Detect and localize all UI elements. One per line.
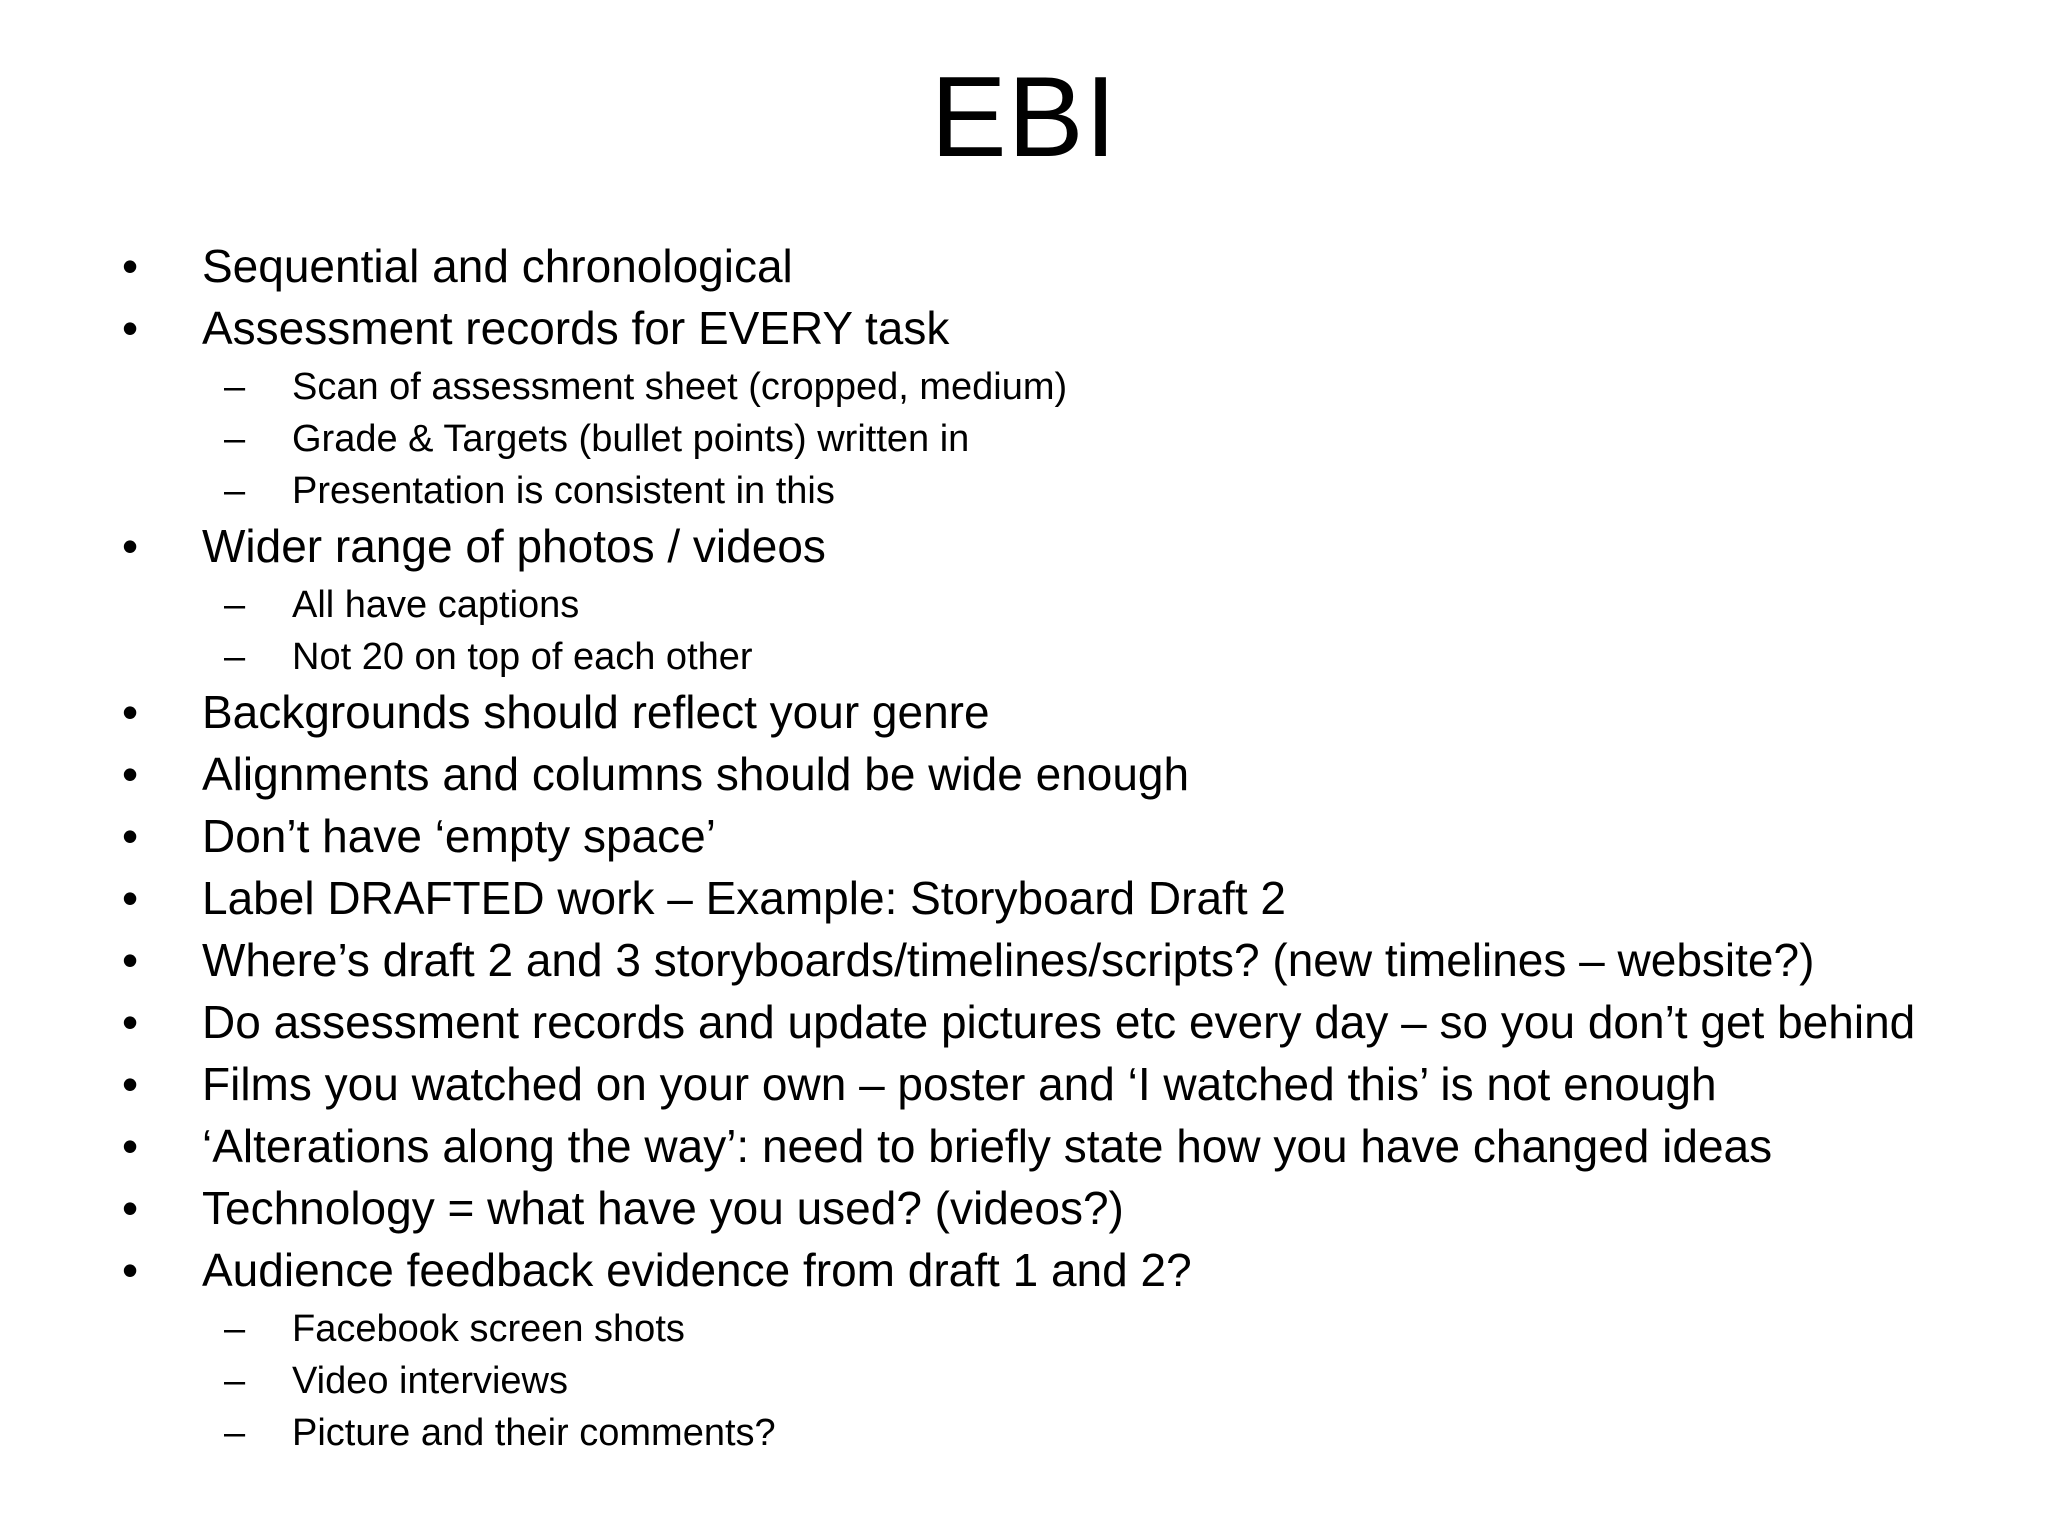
dash-icon: – <box>224 418 246 460</box>
sub-list-item-text: All have captions <box>292 584 580 626</box>
bullet-icon: • <box>122 1182 139 1234</box>
bullet-icon: • <box>122 1244 139 1296</box>
dash-icon: – <box>224 584 246 626</box>
sub-list-item-text: Presentation is consistent in this <box>292 470 835 512</box>
list-item <box>122 304 2002 352</box>
list-item-text: Backgrounds should reflect your genre <box>202 686 990 738</box>
list-item <box>122 1122 2002 1170</box>
bullet-icon: • <box>122 748 139 800</box>
sub-list-item <box>122 366 2002 408</box>
list-item <box>122 936 2002 984</box>
list-item <box>122 1246 2002 1294</box>
list-item-text: Technology = what have you used? (videos?) <box>202 1182 1124 1234</box>
bullet-icon: • <box>122 240 139 292</box>
list-item-text: Assessment records for EVERY task <box>202 302 950 354</box>
list-item <box>122 522 2002 570</box>
list-item-text: Don’t have ‘empty space’ <box>202 810 716 862</box>
list-item <box>122 750 2002 798</box>
bullet-icon: • <box>122 302 139 354</box>
bullet-icon: • <box>122 520 139 572</box>
dash-icon: – <box>224 1308 246 1350</box>
sub-list-item-text: Scan of assessment sheet (cropped, medium) <box>292 366 1068 408</box>
dash-icon: – <box>224 366 246 408</box>
list-item-text: Where’s draft 2 and 3 storyboards/timelines/scripts? (new timelines – website?) <box>202 934 1815 986</box>
sub-list-item <box>122 470 2002 512</box>
sub-list-item-text: Grade & Targets (bullet points) written in <box>292 418 970 460</box>
list-item-text: Audience feedback evidence from draft 1 and 2? <box>202 1244 1192 1296</box>
slide-title: EBI <box>930 54 1118 181</box>
sub-list-item <box>122 584 2002 626</box>
dash-icon: – <box>224 636 246 678</box>
list-item-text: Alignments and columns should be wide enough <box>202 748 1190 800</box>
bullet-icon: • <box>122 934 139 986</box>
list-item <box>122 242 2002 290</box>
sub-list-item-text: Not 20 on top of each other <box>292 636 753 678</box>
list-item <box>122 688 2002 736</box>
bullet-list <box>122 242 2002 1464</box>
dash-icon: – <box>224 1360 246 1402</box>
list-item-text: Wider range of photos / videos <box>202 520 826 572</box>
list-item-text: ‘Alterations along the way’: need to briefly state how you have changed ideas <box>202 1120 1773 1172</box>
bullet-icon: • <box>122 996 139 1048</box>
sub-list-item <box>122 418 2002 460</box>
list-item <box>122 1184 2002 1232</box>
list-item <box>122 812 2002 860</box>
sub-list-item-text: Facebook screen shots <box>292 1308 685 1350</box>
list-item <box>122 874 2002 922</box>
list-item <box>122 1060 2002 1108</box>
list-item <box>122 998 2002 1046</box>
bullet-icon: • <box>122 872 139 924</box>
list-item-text: Sequential and chronological <box>202 240 793 292</box>
bullet-icon: • <box>122 1058 139 1110</box>
list-item-text: Label DRAFTED work – Example: Storyboard Draft 2 <box>202 872 1286 924</box>
sub-list-item <box>122 1412 2002 1454</box>
sub-list-item-text: Picture and their comments? <box>292 1412 776 1454</box>
list-item-text: Films you watched on your own – poster and ‘I watched this’ is not enough <box>202 1058 1717 1110</box>
bullet-icon: • <box>122 1120 139 1172</box>
bullet-icon: • <box>122 686 139 738</box>
dash-icon: – <box>224 1412 246 1454</box>
bullet-icon: • <box>122 810 139 862</box>
dash-icon: – <box>224 470 246 512</box>
list-item-text: Do assessment records and update pictures etc every day – so you don’t get behind <box>202 996 1916 1048</box>
sub-list-item <box>122 1360 2002 1402</box>
sub-list-item <box>122 636 2002 678</box>
sub-list-item <box>122 1308 2002 1350</box>
sub-list-item-text: Video interviews <box>292 1360 569 1402</box>
